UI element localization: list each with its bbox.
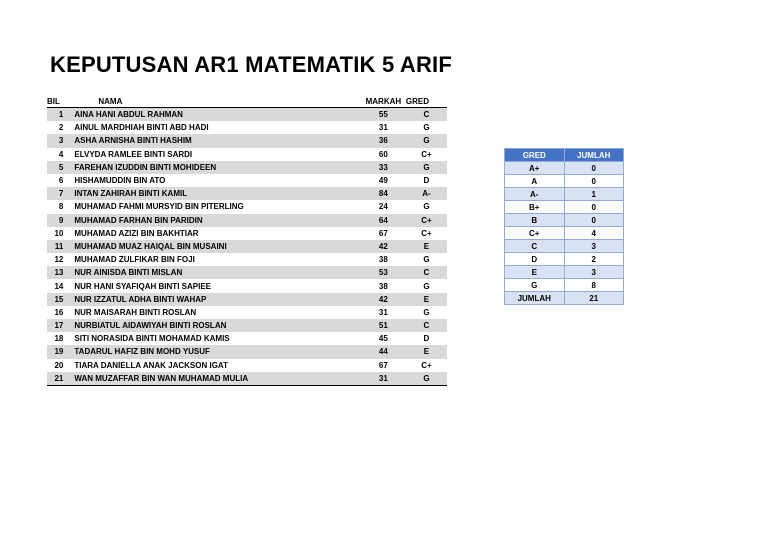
cell-gred: G <box>423 307 430 317</box>
table-row <box>47 187 447 200</box>
cell-markah: 67 <box>378 360 388 370</box>
cell-nama: MUHAMAD FARHAN BIN PARIDIN <box>70 214 343 227</box>
cell-markah: 53 <box>343 266 406 279</box>
table-row <box>47 319 447 332</box>
summary-header-gred: GRED <box>505 149 565 162</box>
cell-nama: HISHAMUDDIN BIN ATO <box>74 176 166 186</box>
summary-row <box>505 227 624 240</box>
cell-markah: 31 <box>378 123 388 133</box>
table-row <box>47 200 447 213</box>
cell-bil: 8 <box>58 202 64 212</box>
header-bil: BIL <box>47 95 70 108</box>
cell-gred: C+ <box>421 360 432 370</box>
header-markah: MARKAH <box>343 95 406 108</box>
summary-total-value: 21 <box>564 292 624 305</box>
summary-gred: C <box>505 240 565 253</box>
cell-bil: 14 <box>54 281 64 291</box>
summary-jumlah: 0 <box>564 162 624 175</box>
cell-gred: G <box>423 255 430 265</box>
cell-markah: 67 <box>378 228 388 238</box>
cell-gred: C+ <box>406 214 447 227</box>
cell-gred: C <box>406 266 447 279</box>
cell-markah: 38 <box>378 255 388 265</box>
cell-nama: INTAN ZAHIRAH BINTI KAMIL <box>70 187 343 200</box>
summary-row <box>505 175 624 188</box>
cell-bil: 18 <box>54 334 64 344</box>
cell-gred: G <box>423 123 430 133</box>
cell-gred: C <box>406 108 447 122</box>
grade-summary-table <box>504 148 624 305</box>
cell-gred: C+ <box>421 149 432 159</box>
summary-jumlah: 2 <box>564 253 624 266</box>
summary-header-jumlah: JUMLAH <box>564 149 624 162</box>
cell-bil: 6 <box>58 176 64 186</box>
cell-nama: FAREHAN IZUDDIN BINTI MOHIDEEN <box>70 161 343 174</box>
cell-markah: 42 <box>343 240 406 253</box>
results-body <box>47 108 447 386</box>
cell-bil: 17 <box>47 319 70 332</box>
table-row <box>47 266 447 279</box>
cell-gred: C+ <box>421 228 432 238</box>
cell-markah: 36 <box>343 134 406 147</box>
table-row <box>47 161 447 174</box>
cell-nama: MUHAMAD AZIZI BIN BAKHTIAR <box>74 228 199 238</box>
cell-bil: 5 <box>47 161 70 174</box>
cell-nama: NUR HANI SYAFIQAH BINTI SAPIEE <box>74 281 211 291</box>
cell-nama: ASHA ARNISHA BINTI HASHIM <box>70 134 343 147</box>
cell-markah: 49 <box>378 176 388 186</box>
summary-gred: A+ <box>505 162 565 175</box>
summary-gred: B <box>505 214 565 227</box>
cell-markah: 60 <box>378 149 388 159</box>
cell-markah: 55 <box>343 108 406 122</box>
cell-bil: 12 <box>54 255 64 265</box>
summary-row <box>505 279 624 292</box>
cell-nama: TIARA DANIELLA ANAK JACKSON IGAT <box>74 360 228 370</box>
cell-markah: 51 <box>343 319 406 332</box>
cell-bil: 15 <box>47 293 70 306</box>
summary-jumlah: 1 <box>564 188 624 201</box>
table-row <box>47 253 447 266</box>
table-row <box>47 279 447 292</box>
cell-gred: G <box>406 372 447 386</box>
table-row <box>47 214 447 227</box>
cell-gred: G <box>406 161 447 174</box>
table-row <box>47 134 447 147</box>
summary-gred: B+ <box>505 201 565 214</box>
cell-nama: MUHAMAD MUAZ HAIQAL BIN MUSAINI <box>70 240 343 253</box>
cell-nama: NUR IZZATUL ADHA BINTI WAHAP <box>70 293 343 306</box>
cell-nama: NURBIATUL AIDAWIYAH BINTI ROSLAN <box>70 319 343 332</box>
cell-nama: WAN MUZAFFAR BIN WAN MUHAMAD MULIA <box>70 372 343 386</box>
cell-nama: SITI NORASIDA BINTI MOHAMAD KAMIS <box>74 334 230 344</box>
cell-markah: 33 <box>343 161 406 174</box>
cell-gred: E <box>406 240 447 253</box>
cell-nama: ELVYDA RAMLEE BINTI SARDI <box>74 149 193 159</box>
table-row <box>47 174 447 187</box>
summary-gred: E <box>505 266 565 279</box>
summary-gred: A- <box>505 188 565 201</box>
table-row <box>47 293 447 306</box>
table-row <box>47 345 447 358</box>
cell-markah: 42 <box>343 293 406 306</box>
results-header-row <box>47 95 447 108</box>
summary-row <box>505 240 624 253</box>
header-nama: NAMA <box>70 95 343 108</box>
table-row <box>47 148 447 161</box>
summary-gred: D <box>505 253 565 266</box>
cell-nama: MUHAMAD FAHMI MURSYID BIN PITERLING <box>74 202 244 212</box>
cell-bil: 1 <box>47 108 70 122</box>
summary-jumlah: 3 <box>564 266 624 279</box>
summary-jumlah: 8 <box>564 279 624 292</box>
summary-total-row <box>505 292 624 305</box>
cell-gred: D <box>423 176 430 186</box>
cell-bil: 4 <box>58 149 64 159</box>
cell-bil: 20 <box>54 360 64 370</box>
summary-row <box>505 201 624 214</box>
table-row <box>47 359 447 372</box>
cell-bil: 10 <box>54 228 64 238</box>
table-row <box>47 227 447 240</box>
cell-markah: 84 <box>343 187 406 200</box>
cell-nama: AINUL MARDHIAH BINTI ABD HADI <box>74 123 209 133</box>
summary-jumlah: 0 <box>564 201 624 214</box>
cell-bil: 2 <box>58 123 64 133</box>
summary-header-row <box>505 149 624 162</box>
table-row <box>47 240 447 253</box>
cell-bil: 13 <box>47 266 70 279</box>
cell-gred: G <box>406 134 447 147</box>
cell-nama: AINA HANI ABDUL RAHMAN <box>70 108 343 122</box>
table-row <box>47 121 447 134</box>
cell-gred: G <box>423 202 430 212</box>
summary-jumlah: 3 <box>564 240 624 253</box>
summary-row <box>505 266 624 279</box>
cell-nama: NUR MAISARAH BINTI ROSLAN <box>74 307 197 317</box>
cell-bil: 21 <box>47 372 70 386</box>
cell-bil: 3 <box>47 134 70 147</box>
cell-bil: 16 <box>54 307 64 317</box>
cell-bil: 7 <box>47 187 70 200</box>
cell-markah: 31 <box>343 372 406 386</box>
cell-markah: 45 <box>378 334 388 344</box>
table-row <box>47 372 447 386</box>
summary-jumlah: 0 <box>564 175 624 188</box>
summary-jumlah: 0 <box>564 214 624 227</box>
summary-row <box>505 162 624 175</box>
summary-jumlah: 4 <box>564 227 624 240</box>
table-row <box>47 108 447 122</box>
cell-gred: C <box>406 319 447 332</box>
header-gred: GRED <box>406 95 447 108</box>
summary-gred: A <box>505 175 565 188</box>
cell-nama: NUR AINISDA BINTI MISLAN <box>70 266 343 279</box>
table-row <box>47 306 447 319</box>
cell-markah: 44 <box>343 345 406 358</box>
cell-nama: MUHAMAD ZULFIKAR BIN FOJI <box>74 255 195 265</box>
cell-nama: TADARUL HAFIZ BIN MOHD YUSUF <box>70 345 343 358</box>
cell-markah: 64 <box>343 214 406 227</box>
cell-markah: 31 <box>378 307 388 317</box>
summary-total-label: JUMLAH <box>505 292 565 305</box>
page-title: KEPUTUSAN AR1 MATEMATIK 5 ARIF <box>50 52 452 77</box>
summary-row <box>505 253 624 266</box>
cell-gred: E <box>406 345 447 358</box>
cell-gred: E <box>406 293 447 306</box>
summary-gred: C+ <box>505 227 565 240</box>
cell-bil: 19 <box>47 345 70 358</box>
cell-gred: D <box>423 334 430 344</box>
cell-bil: 11 <box>47 240 70 253</box>
cell-gred: A- <box>406 187 447 200</box>
table-row <box>47 332 447 345</box>
summary-gred: G <box>505 279 565 292</box>
cell-gred: G <box>423 281 430 291</box>
cell-markah: 38 <box>378 281 388 291</box>
cell-bil: 9 <box>47 214 70 227</box>
cell-markah: 24 <box>378 202 388 212</box>
summary-row <box>505 188 624 201</box>
results-table <box>47 95 447 386</box>
summary-row <box>505 214 624 227</box>
